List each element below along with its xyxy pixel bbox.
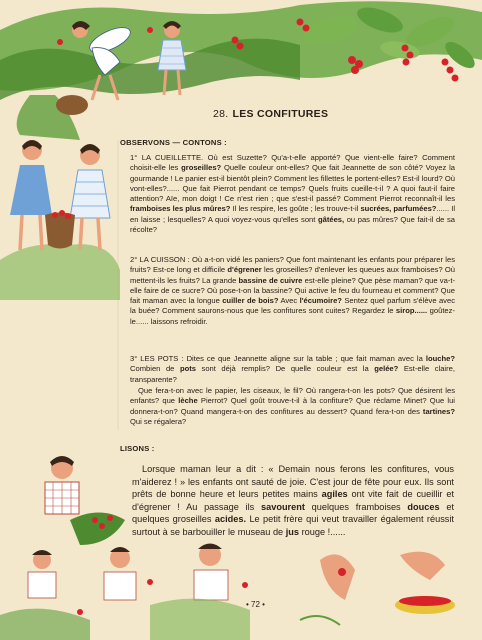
top-foliage-illustration [0, 1, 482, 100]
lisons-bold-2: savourent [261, 501, 305, 512]
pots-question-text-1: Que fera-t-on avec le papier, les ciseaux, le fil? Où rangera-t-on les pots? Que désirent les enfants? que [130, 386, 455, 406]
pots-text-3: sont déjà remplis? De quelle couleur est la [195, 364, 375, 374]
lisons-bold-3: douces [407, 501, 440, 512]
pots-bold-1: louche? [425, 354, 455, 363]
lisons-text-3: quelques framboises [304, 501, 408, 512]
cueillette-bold-3: sucrées, parfumées? [360, 204, 437, 214]
cueillette-bold-1: groseilles? [181, 163, 222, 173]
pots-question-bold-2: tartines? [422, 406, 455, 416]
cueillette-bold-4: gâtées, [317, 214, 345, 224]
pots-bold-3: gelée? [374, 364, 399, 374]
pots-text-4: Est-elle claire, transparente? [130, 364, 455, 384]
lisons-bold-5: jus [285, 526, 300, 537]
observons-heading: OBSERVONS — CONTONS : [120, 138, 227, 147]
cuisson-text-2: les groseilles? d'enlever les queues aux framboises? Où mettent-ils les fruits? La grande [130, 265, 455, 285]
cuisson-bold-3: cuiller de bois? [222, 296, 279, 306]
pots-text-2: Combien de [130, 364, 180, 374]
lisons-paragraph [132, 463, 454, 539]
cuisson-bold-1: d'égrener [227, 265, 262, 275]
lisons-bold-4: acides. [214, 514, 247, 525]
cuisson-text-4: Avec [278, 296, 300, 306]
section-cuisson [130, 255, 455, 327]
boy-picking-illustration [45, 456, 125, 545]
lisons-text-6: rouge !...... [299, 526, 346, 537]
cuisson-text-1: 2° LA CUISSON : Où a-t-on vidé les paniers? Que font maintenant les enfants pour préparer les fruits? Est-ce long et difficile [130, 255, 455, 275]
cueillette-text-2: Quelle couleur ont-elles? Que fait Jeannette de son côté? Voyez la gourmande ! Le panier est-il bientôt plein? Comment les fillettes le portent-elles? Est-il lourd? Où vont-elles?...... Que fait Pierrot pendant ce temps? Quels fruits cueille-t-il ? A quoi faut-il faire attention? Aïe, mon doigt ! Ce n'est rien ; que s'est-il passé? Comment Pierrot reconnaît-il les [130, 163, 456, 204]
cuisson-text-3: est-elle pleine? Que pèse maman? que va-t-elle faire de ce sucre? Où pose-t-on la bassine? Qui active le feu du fourneau et comment? Que fait maman avec la longue [130, 275, 455, 306]
lisons-text-1: Lorsque maman leur a dit : « Demain nous ferons les confitures, vous m'aiderez ! » les enfants ont sauté de joie. C'est jour de fête pour eux. Ils sont prêts de bonne heure et leurs petites mains [132, 464, 454, 500]
lisons-text-4: et quelques groseilles [132, 501, 454, 525]
page-number: • 72 • [246, 600, 265, 609]
lisons-heading: LISONS : [120, 444, 155, 453]
pots-text-1: 3° LES POTS : Dites ce que Jeannette aligne sur la table ; que fait maman avec la [130, 354, 426, 363]
pots-question-text-2: Pierrot? Quel goût trouve-t-il à la confiture? Que réclame Minet? Que lui donnera-t-on? Quand mangera-t-on des confitures au dessert? Quand fera-t-on des [130, 396, 455, 416]
cuisson-bold-5: sirop...... [395, 306, 428, 316]
lisons-bold-1: agiles [321, 489, 348, 500]
section-cueillette [130, 153, 455, 235]
cueillette-text-5: ou pas mûres? Que fait-il de sa récolte? [130, 214, 455, 235]
lisons-text-5: Le petit frère qui veut travailler également réussit surtout à se barbouiller le museau de [132, 514, 454, 537]
pots-bold-2: pots [179, 364, 196, 374]
cueillette-bold-2: framboises les plus mûres? [130, 204, 231, 214]
lesson-number: 28. [213, 108, 229, 120]
cuisson-text-5: Sentez quel parfum s'élève avec la buée? Comment saurons-nous que les confitures sont cuites? Regardez le [130, 296, 455, 316]
cueillette-text-1: 1° LA CUEILLETTE. Où est Suzette? Qu'a-t-elle apporté? Que vient-elle faire? Comment choisit-elle les [130, 153, 455, 173]
cuisson-bold-2: bassine de cuivre [238, 275, 303, 285]
cueillette-text-4: ...... Il en laisse ; lesquelles? A quoi voyez-vous qu'elles sont [130, 204, 456, 224]
lesson-title-text: LES CONFITURES [232, 108, 329, 120]
section-pots [130, 354, 455, 385]
pots-question-text-3: Qui se régalera? [130, 416, 187, 426]
cuisson-text-6: goûtez-le...... laissons refroidir. [130, 306, 455, 326]
lisons-text-2: ont vite fait de cueillir et d'égrener ! Au passage ils [132, 489, 454, 512]
hands-with-bowl-illustration [300, 552, 455, 625]
girls-with-basket-illustration [0, 140, 120, 300]
pots-question-bold-1: lèche [178, 396, 198, 406]
children-eating-illustration [0, 544, 250, 640]
section-pots-questions [130, 386, 455, 427]
cueillette-text-3: Il les respire, les goûte ; les trouve-t-il [230, 204, 361, 214]
cuisson-bold-4: l'écumoire? [299, 296, 342, 306]
lesson-title [213, 108, 328, 120]
